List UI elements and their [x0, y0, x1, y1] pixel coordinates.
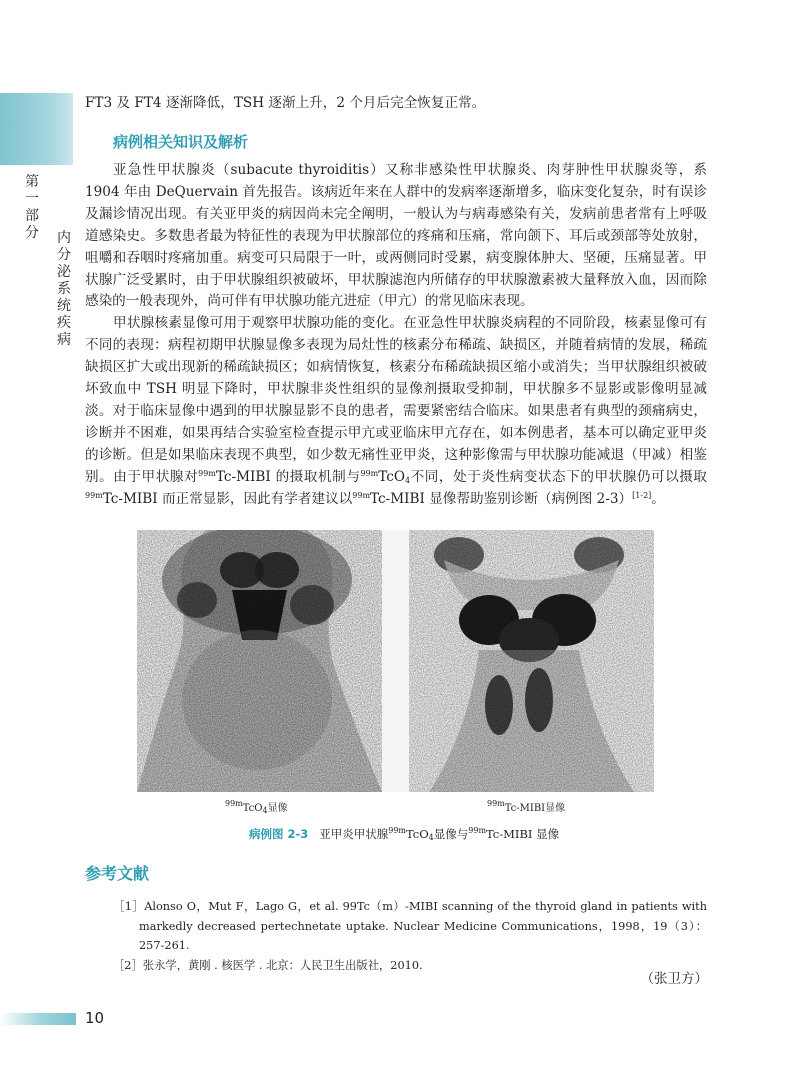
- scan-figure: [137, 530, 654, 792]
- figure-label: 病例图 2-3: [249, 827, 309, 841]
- paragraph-2: 甲状腺核素显像可用于观察甲状腺功能的变化。在亚急性甲状腺炎病程的不同阶段，核素显像可有不同的表现：病程初期甲状腺显像多表现为局灶性的核素分布稀疏、缺损区，并随着病情的发展，稀疏缺损区扩大或出现新的稀疏缺损区；如病情恢复，核素分布稀疏缺损区缩小或消失；当甲状腺组织被破坏致血中 TSH 明显下降时，甲状腺非炎性组织的显像剂摄取受抑制，甲状腺多不显影或影像明显减淡。对于临床显像中遇到的甲状腺显影不良的患者，需要紧密结合临床。如果患者有典型的颈痛病史，诊断并不困难，如果再结合实验室检查提示甲亢或亚临床甲亢存在，如本例患者，基本可以确定亚甲炎的诊断。但是如果临床表现不典型，如少数无痛性亚甲炎，这种影像需与甲状腺功能减退（甲减）相鉴别。由于甲状腺对$^{99m}$Tc-MIBI 的摄取机制与$^{99m}$TcO$_4$不同，处于炎性病变状态下的甲状腺仍可以摄取$^{99m}$Tc-MIBI 而正常显影，因此有学者建议以$^{99m}$Tc-MIBI 显像帮助鉴别诊断（病例图 2-3）[1-2]。: [85, 315, 708, 507]
- tco4-scan-image: [137, 530, 382, 792]
- page-number: 10: [85, 1009, 105, 1027]
- carryover-line: FT3 及 FT4 逐渐降低，TSH 逐渐上升，2 个月后完全恢复正常。: [85, 95, 486, 111]
- figure-caption: 病例图 2-3 亚甲炎甲状腺$^{99m}$TcO$_4$显像与$^{99m}$Tc-MIBI 显像: [249, 826, 560, 842]
- body-text: [85, 160, 707, 511]
- reference-item: ［1］Alonso O，Mut F，Lago G，et al. 99Tc（m）-MIBI scanning of the thyroid gland in patients with markedly decreased pertechnetate uptake. Nuclear Medicine Communications，1998，19（3）：257-261.: [113, 900, 707, 952]
- right-image-caption: $^{99m}$Tc-MIBI显像: [487, 799, 566, 814]
- mibi-scan-image: [409, 530, 654, 792]
- footer-bar: [0, 1013, 76, 1025]
- side-tab-marker: [0, 93, 73, 165]
- left-image-caption: $^{99m}$TcO$_4$显像: [225, 799, 288, 815]
- thyroid-scan-images: [137, 530, 654, 792]
- citation: [1-2]: [632, 490, 652, 500]
- author-signature: （张卫方）: [640, 971, 708, 987]
- references-heading: 参考文献: [85, 864, 150, 883]
- part-label: 第一部分: [25, 174, 39, 241]
- reference-item: ［2］张永学，黄刚 . 核医学 . 北京：人民卫生出版社，2010.: [113, 958, 423, 972]
- paragraph-1: 亚急性甲状腺炎（subacute thyroiditis）又称非感染性甲状腺炎、肉芽肿性甲状腺炎等，系 1904 年由 DeQuervain 首先报告。该病近年来在人群中的发病率逐渐增多，临床变化复杂，时有误诊及漏诊情况出现。有关亚甲炎的病因尚未完全阐明，一般认为与病毒感染有关，发病前患者常有上呼吸道感染史。多数患者最为特征性的表现为甲状腺部位的疼痛和压痛，常向颌下、耳后或颈部等处放射，咀嚼和吞咽时疼痛加重。病变可只局限于一叶，或两侧同时受累，病变腺体肿大、坚硬，压痛显著。甲状腺广泛受累时，由于甲状腺组织被破坏，甲状腺滤泡内所储存的甲状腺激素被大量释放入血，因而除感染的一般表现外，尚可伴有甲状腺功能亢进症（甲亢）的常见临床表现。: [85, 162, 707, 310]
- chapter-label: 内分泌系统疾病: [57, 230, 71, 348]
- section-heading: 病例相关知识及解析: [113, 133, 249, 151]
- references-list: [113, 897, 707, 975]
